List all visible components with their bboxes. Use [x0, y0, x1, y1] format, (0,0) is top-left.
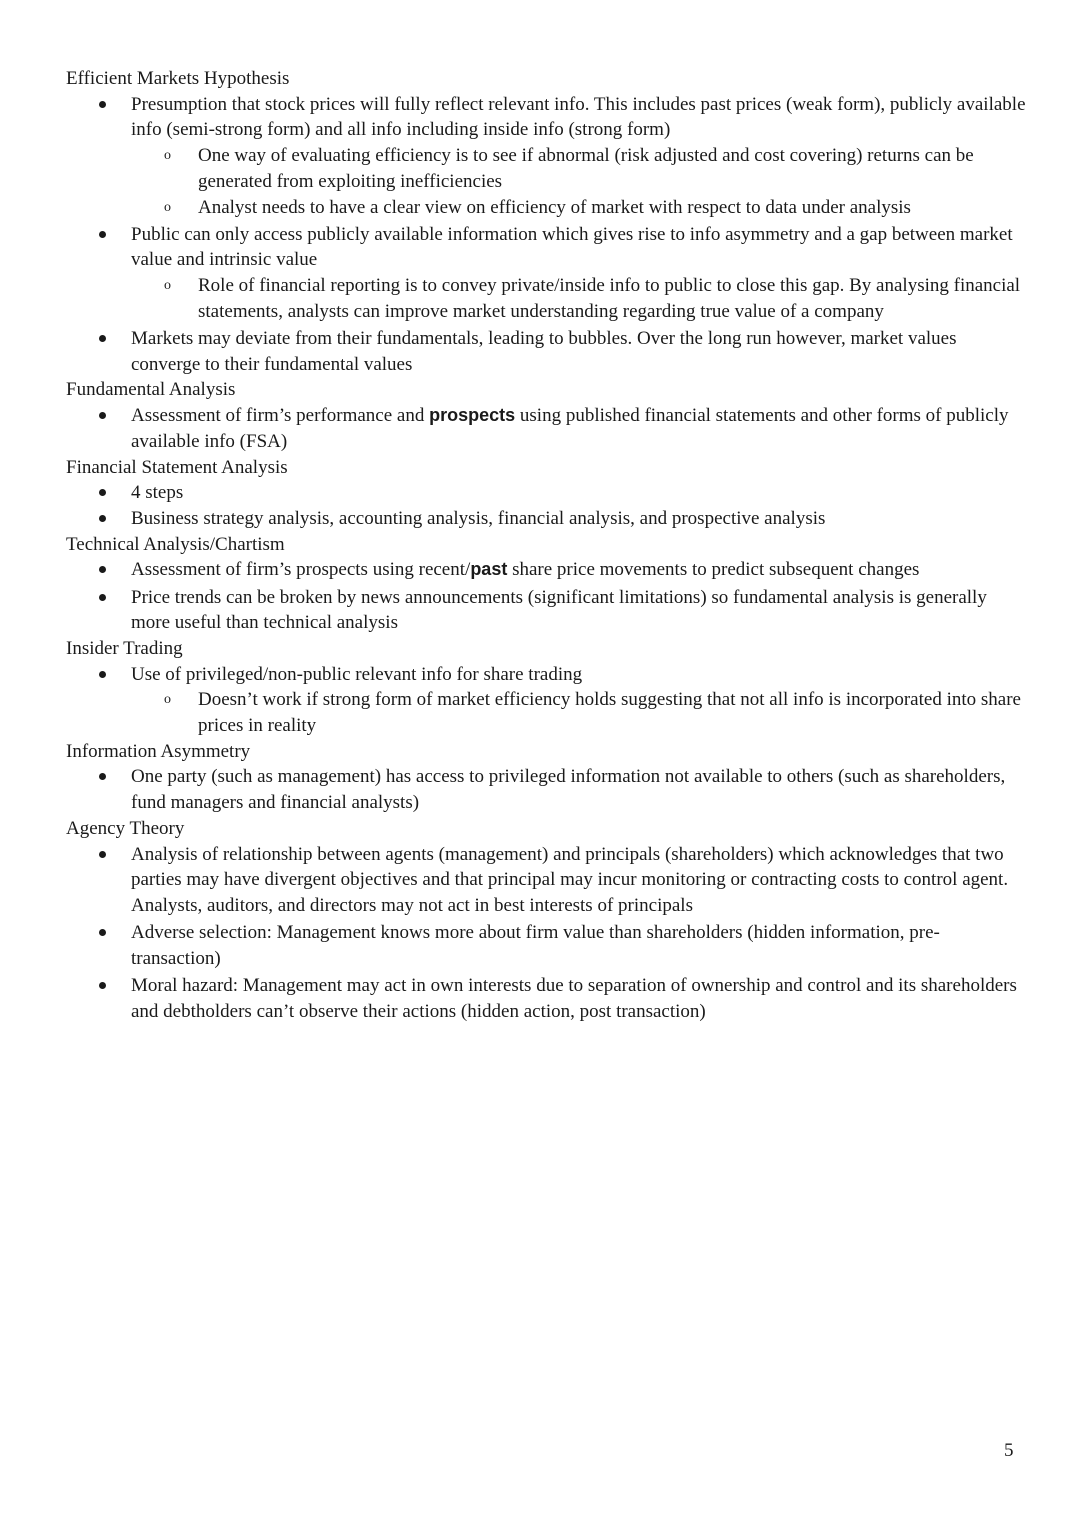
list-item [66, 506, 1026, 532]
sub-list-item [131, 687, 1026, 738]
list-item [66, 842, 1026, 919]
circle-bullet-icon: o [164, 278, 171, 294]
section-heading-technical-analysis: Technical Analysis/Chartism [66, 533, 285, 555]
bullet-icon [99, 851, 106, 858]
sub-list-item-text: Doesn’t work if strong form of market efficiency holds suggesting that not all info is incorporated into share prices in reality [198, 689, 1021, 737]
bullet-list [66, 92, 1026, 378]
bullet-icon [99, 929, 106, 936]
bullet-icon [99, 594, 106, 601]
list-item [66, 480, 1026, 506]
section-heading-information-asymmetry: Information Asymmetry [66, 740, 251, 762]
circle-bullet-icon: o [164, 148, 171, 164]
list-item-text: Use of privileged/non-public relevant info for share trading [131, 663, 583, 685]
sub-list-item [131, 143, 1026, 194]
sub-list-item-text: One way of evaluating efficiency is to see if abnormal (risk adjusted and cost covering) returns can be generated from exploiting inefficiencies [198, 145, 974, 192]
list-item-text: One party (such as management) has access to privileged information not available to others (such as shareholders, fund managers and financial analysts) [131, 766, 1006, 814]
bullet-icon [99, 231, 106, 238]
list-item-text-end: using published financial statements and other forms of publicly available info (FSA) [131, 405, 1009, 452]
list-item-text: Analysis of relationship between agents (management) and principals (shareholders) which acknowledges that two parties may have divergent objectives and that principal may incur monitoring or contracting costs to control agent. Analysts, auditors, and directors may not act in best interests of principals [131, 843, 1009, 916]
bullet-icon [99, 101, 106, 108]
list-item [66, 585, 1026, 636]
list-item [66, 92, 1026, 221]
list-item-text: Moral hazard: Management may act in own interests due to separation of ownership and control and its shareholders and debtholders can’t observe their actions (hidden action, post transaction) [131, 975, 1017, 1022]
section-heading-insider-trading: Insider Trading [66, 637, 183, 659]
sub-bullet-list [131, 687, 1026, 738]
emphasis-past: past [470, 559, 508, 580]
list-item [66, 557, 1026, 583]
bullet-list [66, 764, 1026, 815]
bullet-icon [99, 515, 106, 522]
sub-list-item [131, 195, 1026, 221]
list-item [66, 764, 1026, 815]
list-item-text: Adverse selection: Management knows more about firm value than shareholders (hidden information, pre-transaction) [131, 922, 940, 969]
sub-list-item-text: Analyst needs to have a clear view on efficiency of market with respect to data under analysis [198, 196, 911, 218]
bullet-list [66, 480, 1026, 531]
list-item [66, 326, 1026, 377]
bullet-list [66, 842, 1026, 1025]
list-item [66, 920, 1026, 971]
list-item-text: Business strategy analysis, accounting analysis, financial analysis, and prospective analysis [131, 507, 826, 529]
list-item-text-start: Assessment of firm’s performance and [131, 405, 430, 427]
section-heading-agency-theory: Agency Theory [66, 817, 185, 839]
list-item [66, 662, 1026, 739]
bullet-icon [99, 773, 106, 780]
page-number: 5 [1004, 1440, 1014, 1461]
section-heading-fundamental-analysis: Fundamental Analysis [66, 379, 236, 401]
list-item [66, 403, 1026, 454]
bullet-list [66, 557, 1026, 636]
sub-list-item-text: Role of financial reporting is to convey private/inside info to public to close this gap. By analysing financial statements, analysts can improve market understanding regarding true value of a company [198, 275, 1021, 322]
bullet-icon [99, 566, 106, 573]
bullet-icon [99, 982, 106, 989]
bullet-icon [99, 412, 106, 419]
list-item [66, 222, 1026, 325]
list-item-text: Presumption that stock prices will fully reflect relevant info. This includes past prices (weak form), publicly available info (semi-strong form) and all info including inside info (strong form) [131, 93, 1026, 141]
bullet-icon [99, 335, 106, 342]
list-item-text-start: Assessment of firm’s prospects using recent/ [131, 559, 471, 581]
section-heading-financial-statement-analysis: Financial Statement Analysis [66, 456, 288, 478]
list-item [66, 973, 1026, 1024]
circle-bullet-icon: o [164, 692, 171, 708]
bullet-icon [99, 671, 106, 678]
bullet-list [66, 662, 1026, 739]
list-item-text: Price trends can be broken by news announcements (significant limitations) so fundamental analysis is generally more useful than technical analysis [131, 586, 987, 634]
bullet-icon [99, 489, 106, 496]
document-body [66, 66, 1026, 1025]
list-item-text-end: share price movements to predict subsequent changes [507, 559, 920, 581]
list-item-text: Public can only access publicly available information which gives rise to info asymmetry and a gap between market value and intrinsic value [131, 223, 1013, 271]
bullet-list [66, 403, 1026, 454]
sub-bullet-list [131, 273, 1026, 324]
list-item-text: Markets may deviate from their fundamentals, leading to bubbles. Over the long run however, market values converge to their fundamental values [131, 328, 957, 375]
sub-list-item [131, 273, 1026, 324]
list-item-text: 4 steps [131, 482, 184, 504]
sub-bullet-list [131, 143, 1026, 220]
circle-bullet-icon: o [164, 199, 171, 215]
section-heading-efficient-markets-hypothesis: Efficient Markets Hypothesis [66, 68, 290, 89]
emphasis-prospects: prospects [429, 405, 516, 426]
